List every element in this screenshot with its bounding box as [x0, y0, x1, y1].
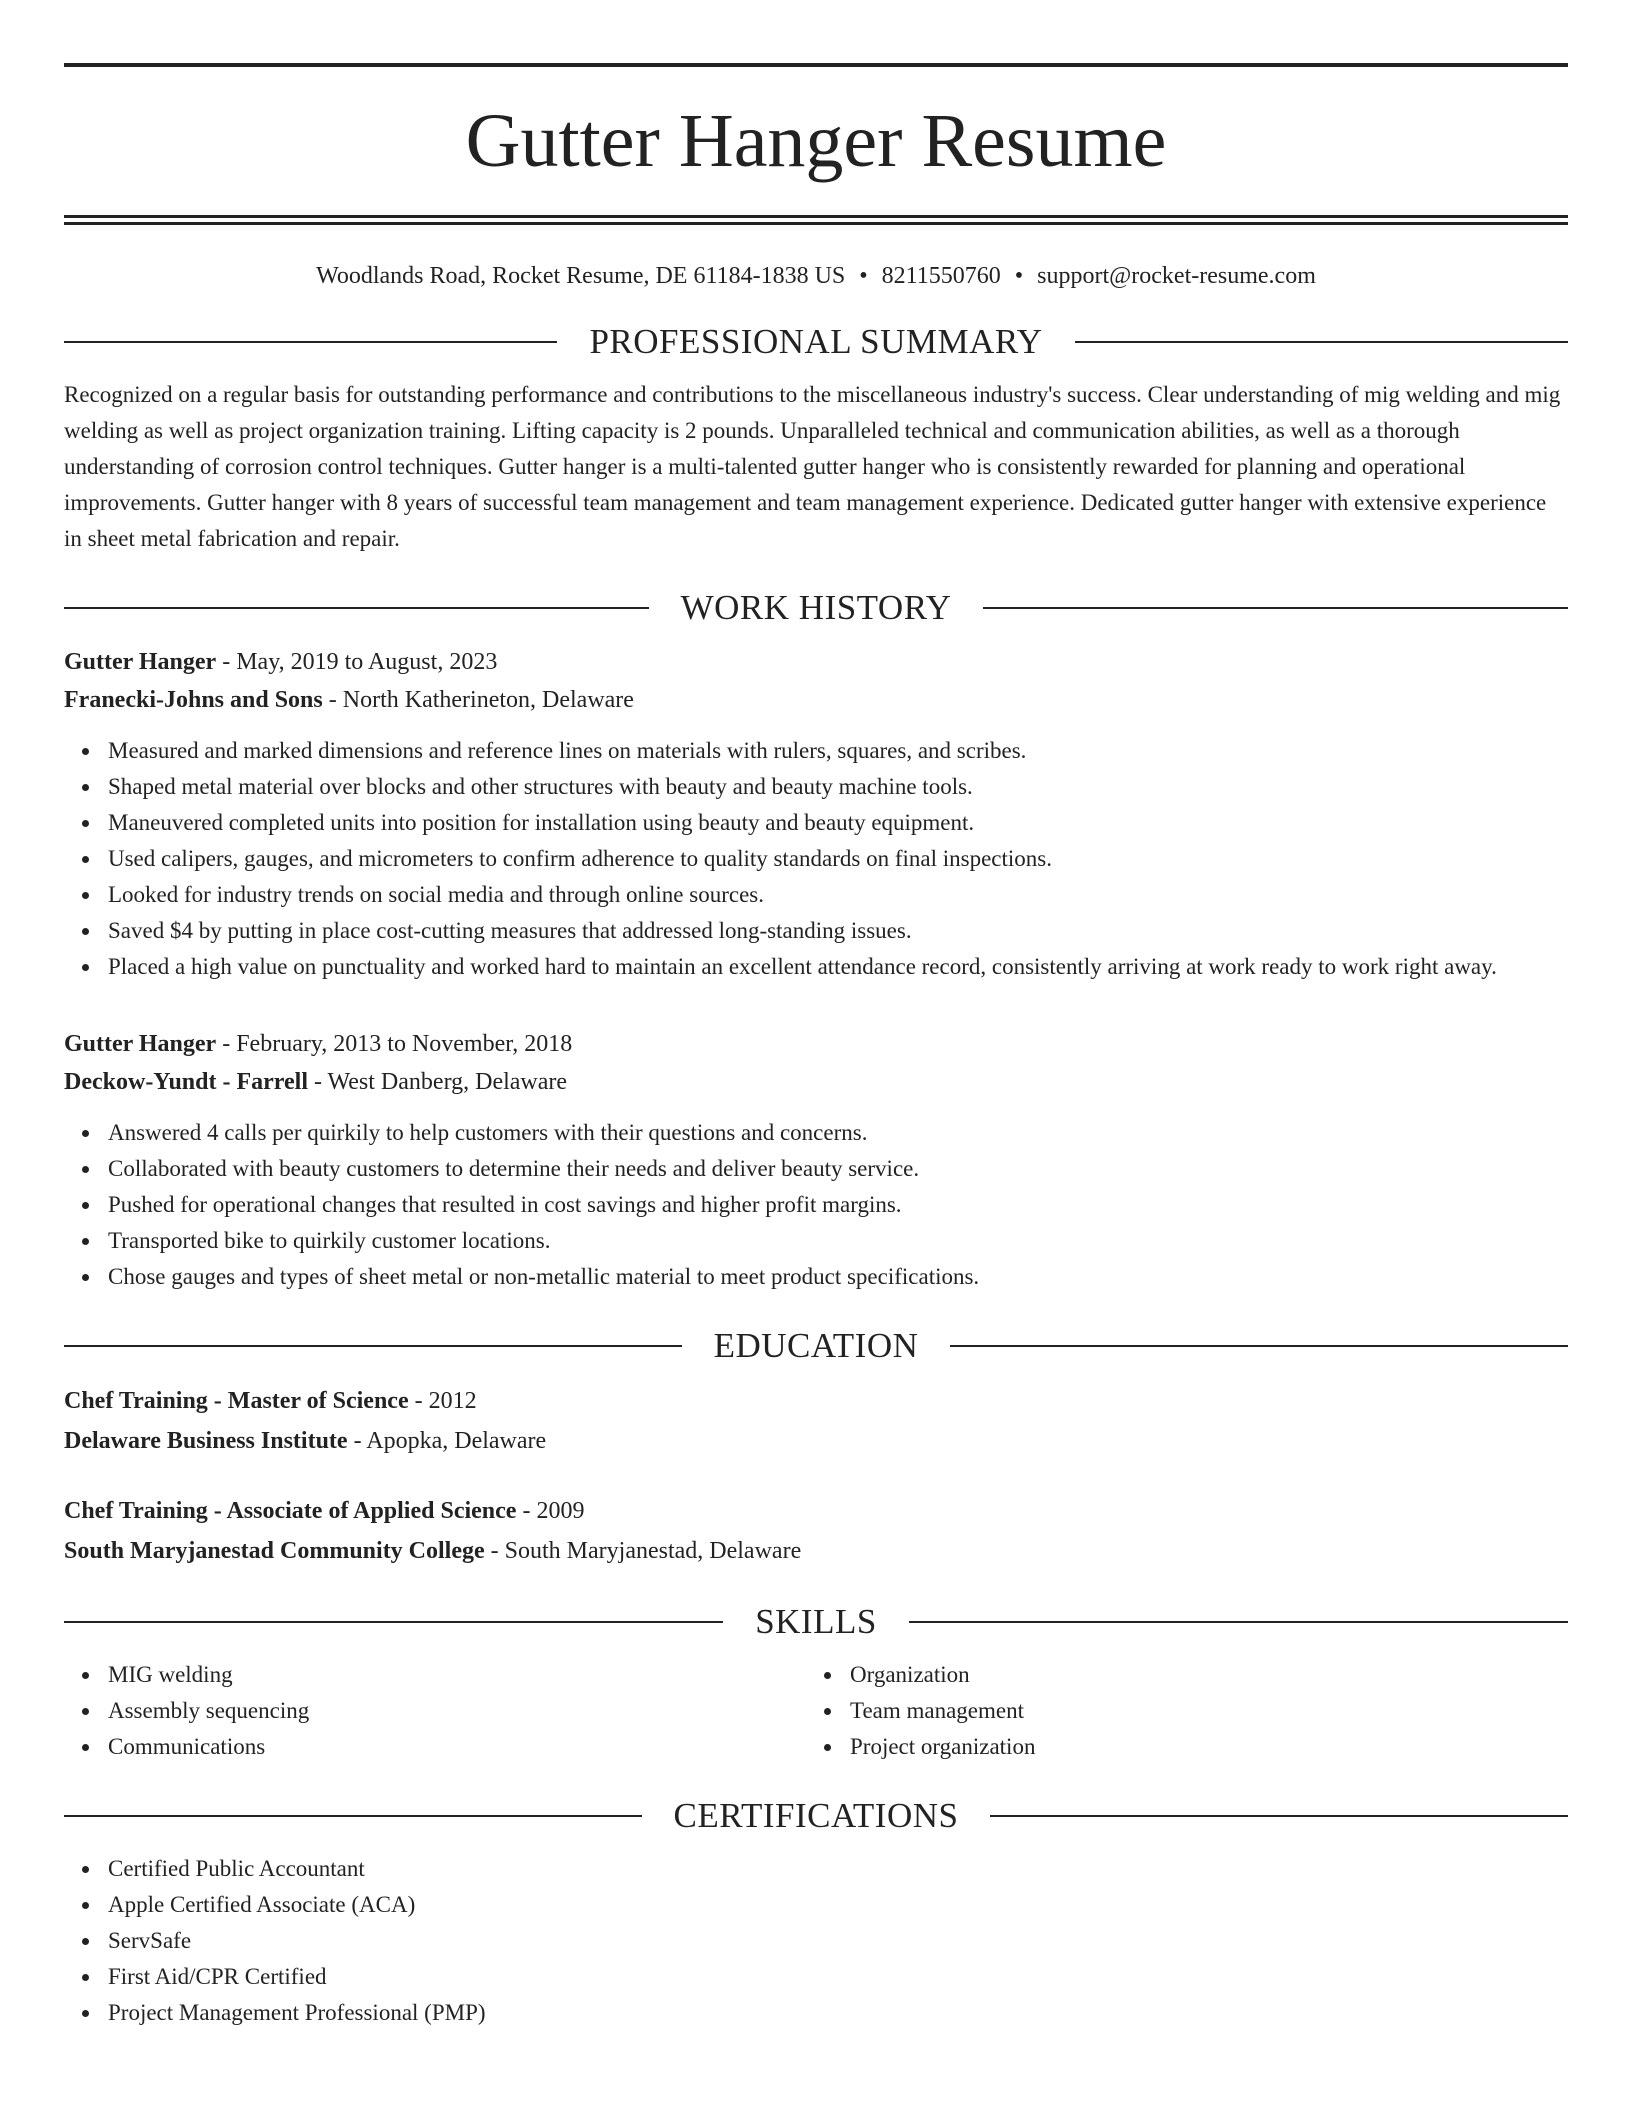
resume-page	[64, 63, 1568, 2031]
list-item: Project organization	[850, 1729, 1035, 1765]
list-item: Saved $4 by putting in place cost-cutting measures that addressed long-standing issues.	[108, 913, 1568, 949]
section-rule-right	[909, 1621, 1568, 1623]
job-location: - West Danberg, Delaware	[307, 1068, 568, 1095]
section-rule-right	[950, 1345, 1568, 1347]
summary-text: Recognized on a regular basis for outstanding performance and contributions to the miscellaneous industry's success. Clear understanding of mig welding and mig welding as well as project organization training. Lifting capacity is 2 pounds. Unparalleled technical and communication abilities, as well as a thorough understanding of corrosion control techniques. Gutter hanger is a multi-talented gutter hanger who is consistently rewarded for planning and operational improvements. Gutter hanger with 8 years of successful team management and team management experience. Dedicated gutter hanger with extensive experience in sheet metal fabrication and repair.	[64, 381, 1561, 551]
job-company: Deckow-Yundt - Farrell	[64, 1068, 308, 1095]
list-item: Used calipers, gauges, and micrometers to confirm adherence to quality standards on final inspections.	[108, 841, 1568, 877]
list-item: Shaped metal material over blocks and other structures with beauty and beauty machine tools.	[108, 769, 1568, 805]
section-rule-left	[64, 1621, 723, 1623]
list-item: Organization	[850, 1657, 1035, 1693]
section-header-skills	[64, 1601, 1568, 1643]
education-entry	[64, 1381, 1568, 1461]
degree-line	[64, 1381, 1568, 1421]
section-rule-right	[983, 607, 1568, 609]
skills-list-right	[806, 1657, 1035, 1765]
section-title: SKILLS	[755, 1601, 877, 1641]
list-item: ServSafe	[108, 1923, 1568, 1959]
section-title: WORK HISTORY	[680, 587, 952, 627]
degree-year: - 2012	[408, 1387, 477, 1414]
section-rule-right	[990, 1815, 1568, 1817]
list-item: Collaborated with beauty customers to determine their needs and deliver beauty service.	[108, 1151, 1568, 1187]
contact-line	[64, 262, 1568, 291]
top-rule	[64, 63, 1568, 67]
list-item: First Aid/CPR Certified	[108, 1959, 1568, 1995]
job-company: Franecki-Johns and Sons	[64, 686, 323, 713]
list-item: MIG welding	[108, 1657, 806, 1693]
list-item: Pushed for operational changes that resulted in cost savings and higher profit margins.	[108, 1187, 1568, 1223]
list-item: Apple Certified Associate (ACA)	[108, 1887, 1568, 1923]
job-dates: - February, 2013 to November, 2018	[216, 1030, 573, 1057]
skills-columns	[64, 1657, 1568, 1765]
school-location: - Apopka, Delaware	[347, 1427, 547, 1454]
section-title: PROFESSIONAL SUMMARY	[589, 321, 1043, 361]
section-rule-left	[64, 607, 649, 609]
resume-title: Gutter Hanger Resume	[465, 99, 1167, 183]
title-double-rule	[64, 215, 1568, 225]
job-company-line	[64, 1063, 1568, 1101]
list-item: Communications	[108, 1729, 806, 1765]
contact-separator: •	[1014, 263, 1024, 289]
contact-address: Woodlands Road, Rocket Resume, DE 61184-1838 US	[316, 263, 846, 289]
list-item: Answered 4 calls per quirkily to help customers with their questions and concerns.	[108, 1115, 1568, 1151]
school-line	[64, 1421, 1568, 1461]
degree-year: - 2009	[516, 1497, 585, 1524]
section-title: CERTIFICATIONS	[673, 1795, 959, 1835]
list-item: Assembly sequencing	[108, 1693, 806, 1729]
list-item: Measured and marked dimensions and reference lines on materials with rulers, squares, and scribes.	[108, 733, 1568, 769]
list-item: Certified Public Accountant	[108, 1851, 1568, 1887]
job-title: Gutter Hanger	[64, 1030, 217, 1057]
contact-separator: •	[859, 263, 868, 289]
job-entry	[64, 1025, 1568, 1295]
job-duties-list	[64, 733, 1568, 985]
job-title-line	[64, 1025, 1568, 1063]
degree-name: Chef Training - Associate of Applied Science	[64, 1497, 517, 1524]
list-item: Chose gauges and types of sheet metal or non-metallic material to meet product specifications.	[108, 1259, 1568, 1295]
list-item: Placed a high value on punctuality and worked hard to maintain an excellent attendance record, consistently arriving at work ready to work right away.	[108, 949, 1568, 985]
section-title: EDUCATION	[713, 1325, 919, 1365]
job-location: - North Katherineton, Delaware	[322, 686, 634, 713]
job-duties-list	[64, 1115, 1568, 1295]
job-title-line	[64, 643, 1568, 681]
contact-phone: 8211550760	[881, 263, 1001, 289]
section-header-summary	[64, 321, 1568, 363]
list-item: Looked for industry trends on social media and through online sources.	[108, 877, 1568, 913]
section-rule-left	[64, 341, 557, 343]
degree-name: Chef Training - Master of Science	[64, 1387, 409, 1414]
job-entry	[64, 643, 1568, 985]
section-header-certifications	[64, 1795, 1568, 1837]
skills-list-left	[64, 1657, 806, 1765]
list-item: Maneuvered completed units into position for installation using beauty and beauty equipment.	[108, 805, 1568, 841]
school-line	[64, 1531, 1568, 1571]
certifications-list	[64, 1851, 1568, 2031]
list-item: Team management	[850, 1693, 1035, 1729]
education-entry	[64, 1491, 1568, 1571]
section-rule-left	[64, 1345, 682, 1347]
section-rule-right	[1075, 341, 1568, 343]
contact-email: support@rocket-resume.com	[1037, 263, 1316, 289]
degree-line	[64, 1491, 1568, 1531]
section-header-education	[64, 1325, 1568, 1367]
job-dates: - May, 2019 to August, 2023	[216, 648, 498, 675]
school-name: Delaware Business Institute	[64, 1427, 348, 1454]
school-name: South Maryjanestad Community College	[64, 1537, 485, 1564]
section-rule-left	[64, 1815, 642, 1817]
job-title: Gutter Hanger	[64, 648, 217, 675]
school-location: - South Maryjanestad, Delaware	[484, 1537, 802, 1564]
list-item: Transported bike to quirkily customer locations.	[108, 1223, 1568, 1259]
list-item: Project Management Professional (PMP)	[108, 1995, 1568, 2031]
job-company-line	[64, 681, 1568, 719]
section-header-work-history	[64, 587, 1568, 629]
